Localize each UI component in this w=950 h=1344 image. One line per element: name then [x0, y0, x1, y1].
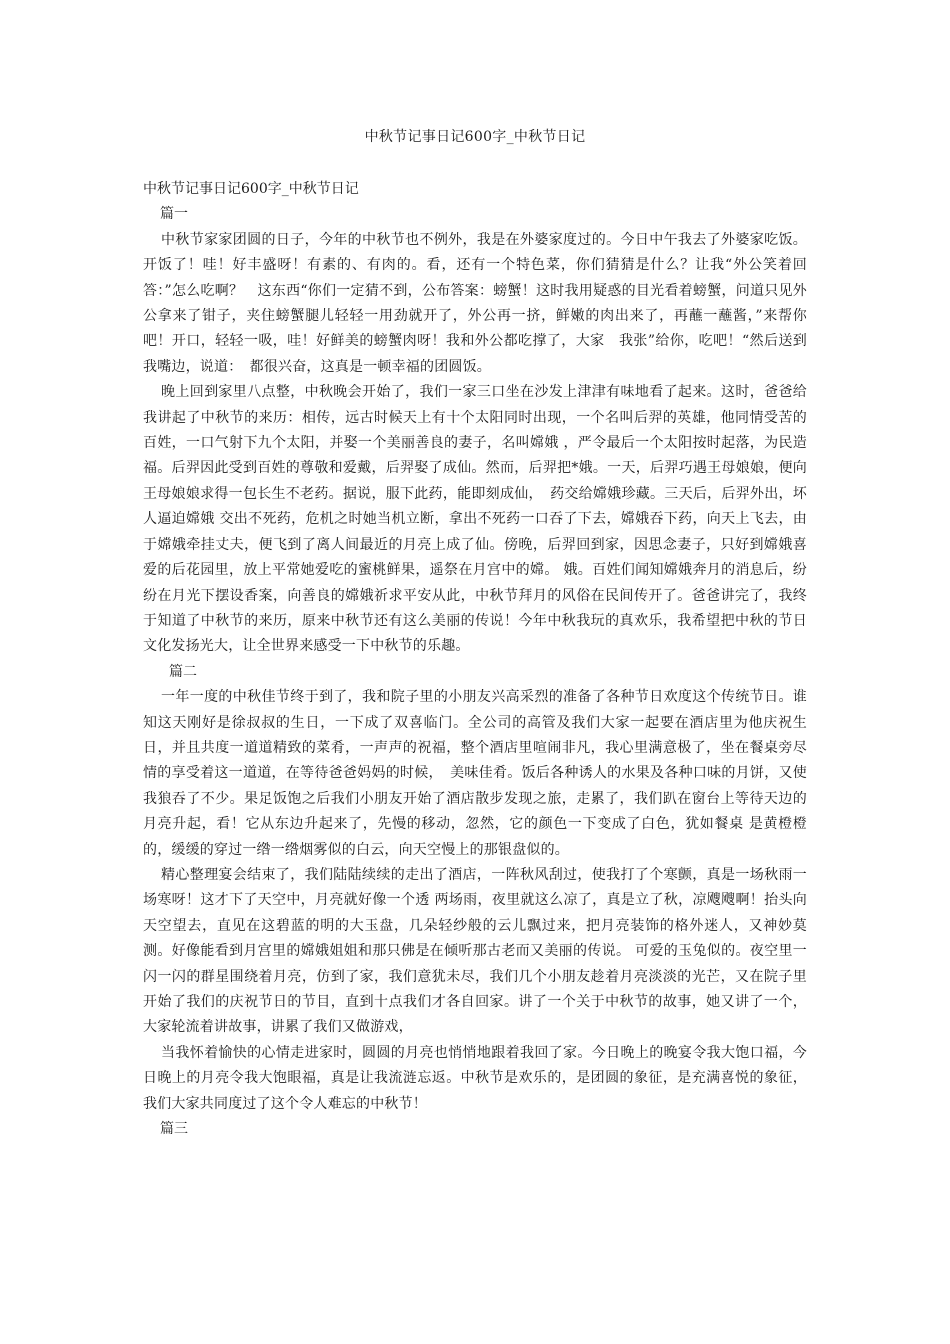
section-label-1: 篇一 — [160, 206, 188, 223]
document-subtitle: 中秋节记事日记600字_中秋节日记 — [143, 181, 359, 197]
section-2-paragraph-1: 一年一度的中秋佳节终于到了，我和院子里的小朋友兴高采烈的准备了各种节日欢度这个传统节日。谁知这天刚好是徐叔叔的生日，一下成了双喜临门。全公司的高管及我们大家一起要在酒店里为他庆祝生日，并且共度一道道精致的菜肴，一声声的祝福，整个酒店里喧闹非凡，我心里满意极了，坐在餐桌旁尽情的享受着这一道道，在等待爸爸妈妈的时候， 美味佳肴。饭后各种诱人的水果及各种口味的月饼，又使我狼吞了不少。果足饭饱之后我们小朋友开始了酒店散步发现之旅，走累了，我们趴在窗台上等待天边的月亮升起，看！它从东边升起来了，先慢的移动，忽然，它的颜色一下变成了白色，犹如餐桌 是黄橙橙的，缓缓的穿过一绺一绺烟雾似的白云，向天空慢上的那银盘似的。 — [143, 689, 807, 858]
section-1-paragraph-2: 晚上回到家里八点整，中秋晚会开始了，我们一家三口坐在沙发上津津有味地看了起来。这时，爸爸给我讲起了中秋节的来历：相传，远古时候天上有十个太阳同时出现，一个名叫后羿的英雄，他同情受苦的百姓，一口气射下九个太阳，并娶一个美丽善良的妻子，名叫嫦娥 ，严令最后一个太阳按时起落，为民造福。后羿因此受到百姓的尊敬和爱戴，后羿娶了成仙。然而，后羿把*娥。一天，后羿巧遇王母娘娘，便向王母娘娘求得一包长生不老药。据说，服下此药，能即刻成仙， 药交给嫦娥珍藏。三天后，后羿外出，坏人逼迫嫦娥 交出不死药，危机之时她当机立断，拿出不死药一口吞了下去，嫦娥吞下药，向天上飞去，由于嫦娥牵挂丈夫，便飞到了离人间最近的月亮上成了仙。傍晚，后羿回到家，因思念妻子，只好到嫦娥喜爱的后花园里，放上平常她爱吃的蜜桃鲜果，遥祭在月宫中的嫦。 娥。百姓们闻知嫦娥奔月的消息后，纷纷在月光下摆设香案，向善良的嫦娥祈求平安从此，中秋节拜月的风俗在民间传开了。爸爸讲完了，我终于知道了中秋节的来历，原来中秋节还有这么美丽的传说！今年中秋我玩的真欢乐，我希望把中秋的节日文化发扬光大，让全世界来感受一下中秋节的乐趣。 — [143, 384, 807, 655]
section-2-paragraph-2: 精心整理宴会结束了，我们陆陆续续的走出了酒店，一阵秋风刮过，使我打了个寒颤，真是一场秋雨一场寒呀！这才下了天空中，月亮就好像一个透 两场雨，夜里就这么凉了，真是立了秋，凉飕飕啊！抬头向天空望去，直见在这碧蓝的明的大玉盘，几朵轻纱般的云儿飘过来，把月亮装饰的格外迷人，又神妙莫测。好像能看到月宫里的嫦娥姐姐和那只佛是在倾听那古老而又美丽的传说。 可爱的玉兔似的。夜空里一闪一闪的群星围绕着月亮，仿到了家，我们意犹未尽，我们几个小朋友趁着月亮淡淡的光芒，又在院子里开始了我们的庆祝节日的节目，直到十点我们才各自回家。讲了一个关于中秋节的故事，她又讲了一个，大家轮流着讲故事，讲累了我们又做游戏， — [143, 866, 807, 1036]
section-1-paragraph-1: 中秋节家家团圆的日子，今年的中秋节也不例外，我是在外婆家度过的。今日中午我去了外婆家吃饭。开饭了！哇！好丰盛呀！有素的、有肉的。看，还有一个特色菜，你们猜猜是什么？让我“外公笑着回答：”怎么吃啊？ 这东西“你们一定猜不到，公布答案：螃蟹！这时我用疑惑的目光看着螃蟹，问道只见外公拿来了钳子，夹住螃蟹腿儿轻轻一用劲就开了，外公再一挤，鲜嫩的肉出来了，再蘸一蘸酱，”来帮你吧！开口，轻轻一吸，哇！好鲜美的螃蟹肉呀！我和外公都吃撑了，大家 我张”给你，吃吧！“然后送到我嘴边，说道： 都很兴奋，这真是一顿幸福的团圆饭。 — [143, 231, 807, 375]
document-body — [143, 177, 807, 1142]
section-label-2: 篇二 — [169, 663, 197, 680]
section-label-3: 篇三 — [160, 1121, 188, 1138]
document-title: 中秋节记事日记600字_中秋节日记 — [364, 129, 586, 145]
section-2-paragraph-3: 当我怀着愉快的心情走进家时，圆圆的月亮也悄悄地跟着我回了家。今日晚上的晚宴令我大饱口福，今日晚上的月亮令我大饱眼福，真是让我流涟忘返。中秋节是欢乐的，是团圆的象征，是充满喜悦的象征，我们大家共同度过了这个令人难忘的中秋节！ — [143, 1044, 807, 1112]
